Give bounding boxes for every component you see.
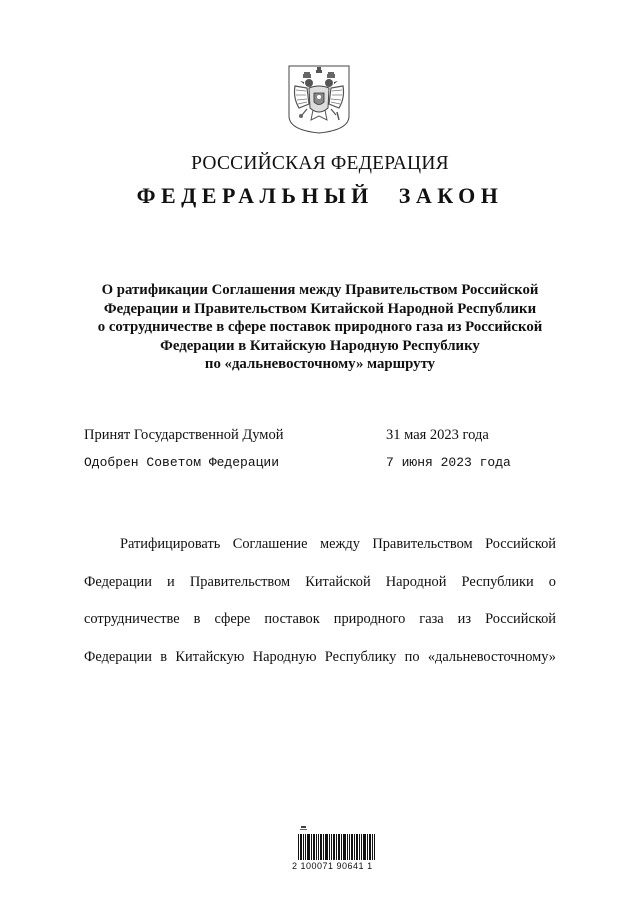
law-title	[60, 281, 580, 374]
law-title-line: О ратификации Соглашения между Правительством Российской	[101, 282, 539, 298]
body-line: Ратифицировать Соглашение между Правительством Российской	[120, 536, 556, 552]
barcode-number: 2 100071 90641 1	[292, 861, 373, 871]
russian-coat-of-arms-icon	[287, 64, 351, 135]
body-line: сотрудничестве в сфере поставок природного газа из Российской	[84, 611, 556, 627]
document-type: ФЕДЕРАЛЬНЫЙ ЗАКОН	[136, 183, 504, 208]
law-title-line: Федерации и Правительством Китайской Народной Республики	[103, 300, 537, 317]
duma-label: Принят Государственной Думой	[84, 427, 284, 443]
country-name: РОССИЙСКАЯ ФЕДЕРАЦИЯ	[191, 153, 449, 174]
law-title-line: Федерации в Китайскую Народную Республику	[160, 337, 480, 354]
law-body	[84, 526, 556, 676]
body-line: Федерации в Китайскую Народную Республику по «дальневосточному»	[84, 648, 556, 665]
council-label: Одобрен Советом Федерации	[84, 455, 280, 470]
council-date: 7 июня 2023 года	[386, 455, 511, 470]
duma-date: 31 мая 2023 года	[386, 427, 489, 443]
law-title-line: о сотрудничестве в сфере поставок природного газа из Российской	[97, 319, 543, 335]
body-line: Федерации и Правительством Китайской Народной Республики о	[84, 573, 556, 590]
law-title-line: по «дальневосточному» маршруту	[204, 356, 436, 372]
